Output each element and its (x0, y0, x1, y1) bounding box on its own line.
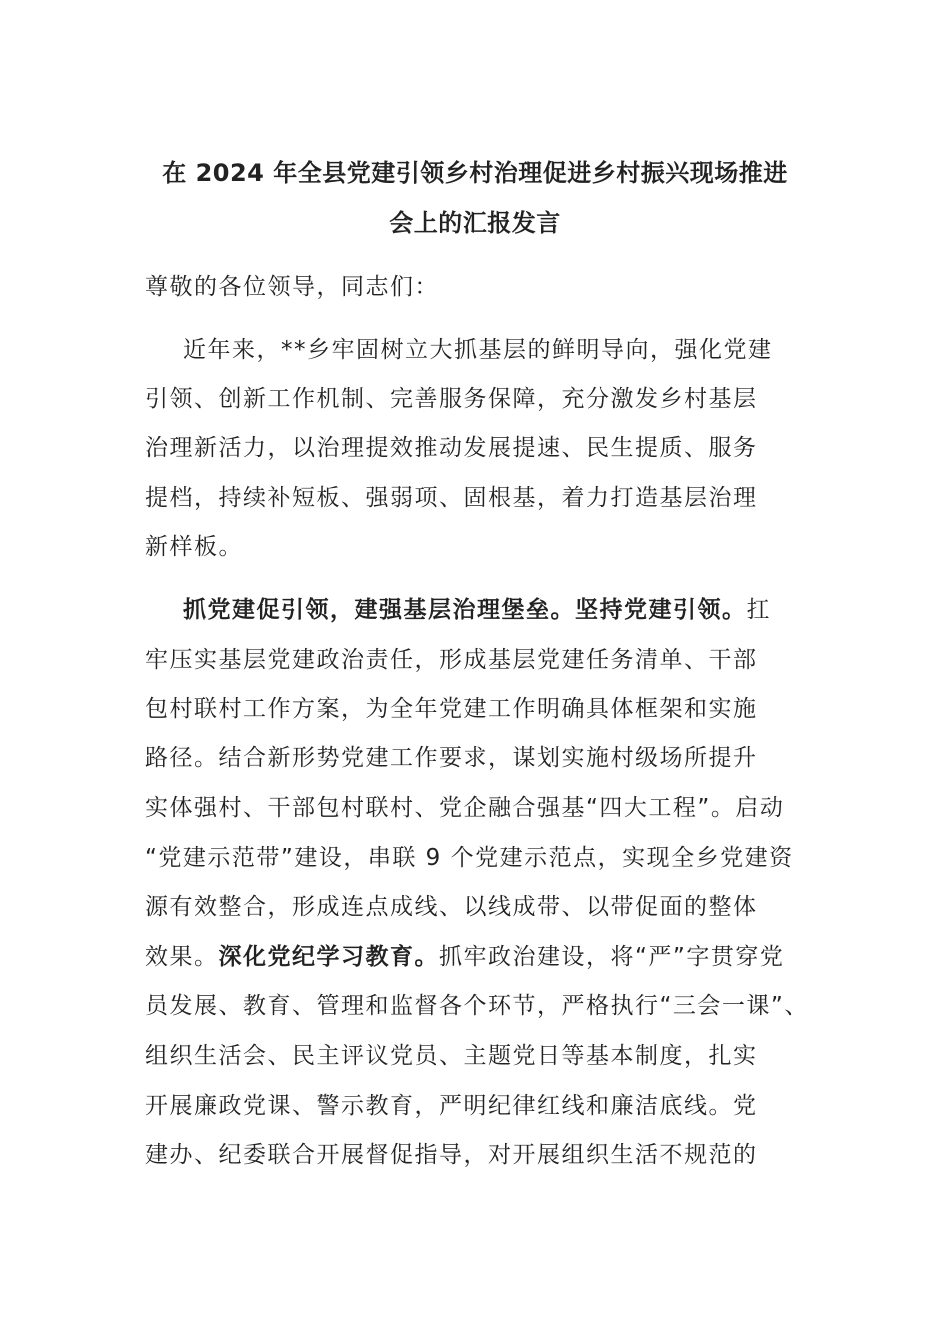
paragraph-1-line: 引领、创新工作机制、完善服务保障，充分激发乡村基层 (145, 386, 758, 412)
subsection-heading: 深化党纪学习教育。 (218, 944, 439, 970)
paragraph-2-line: 员发展、教育、管理和监督各个环节，严格执行“三会一课”、 (145, 993, 809, 1019)
document-title-line-2: 会上的汇报发言 (389, 209, 561, 237)
paragraph-2-line: 路径。结合新形势党建工作要求，谋划实施村级场所提升 (145, 745, 758, 771)
paragraph-2-line: 实体强村、干部包村联村、党企融合强基“四大工程”。启动 (145, 795, 785, 821)
paragraph-1-line: 新样板。 (145, 534, 243, 560)
salutation: 尊敬的各位领导，同志们： (145, 274, 439, 300)
paragraph-2-line: “党建示范带”建设，串联 9 个党建示范点，实现全乡党建资 (145, 845, 794, 871)
paragraph-2-text: 效果。 (145, 944, 219, 970)
paragraph-2-line: 牢压实基层党建政治责任，形成基层党建任务清单、干部 (145, 647, 758, 673)
paragraph-2-line: 组织生活会、民主评议党员、主题党日等基本制度，扎实 (145, 1043, 758, 1069)
paragraph-2-line: 开展廉政党课、警示教育，严明纪律红线和廉洁底线。党 (145, 1093, 758, 1119)
paragraph-1-line: 近年来，**乡牢固树立大抓基层的鲜明导向，强化党建 (183, 337, 773, 363)
paragraph-2-line: 建办、纪委联合开展督促指导，对开展组织生活不规范的 (145, 1142, 758, 1168)
paragraph-1-line: 提档，持续补短板、强弱项、固根基，着力打造基层治理 (145, 485, 758, 511)
document-title-line-1: 在 2024 年全县党建引领乡村治理促进乡村振兴现场推进 (162, 159, 788, 187)
section-heading: 抓党建促引领，建强基层治理堡垒。坚持党建引领。 (183, 597, 747, 623)
paragraph-2-line-8 (145, 942, 825, 972)
paragraph-2-line: 源有效整合，形成连点成线、以线成带、以带促面的整体 (145, 894, 758, 920)
paragraph-1-line: 治理新活力，以治理提效推动发展提速、民生提质、服务 (145, 435, 758, 461)
paragraph-2-text: 抓牢政治建设，将“严”字贯穿党 (439, 944, 785, 970)
paragraph-2-text: 扛 (746, 597, 771, 623)
paragraph-2-line: 包村联村工作方案，为全年党建工作明确具体框架和实施 (145, 696, 758, 722)
paragraph-2-line-1 (183, 595, 863, 625)
